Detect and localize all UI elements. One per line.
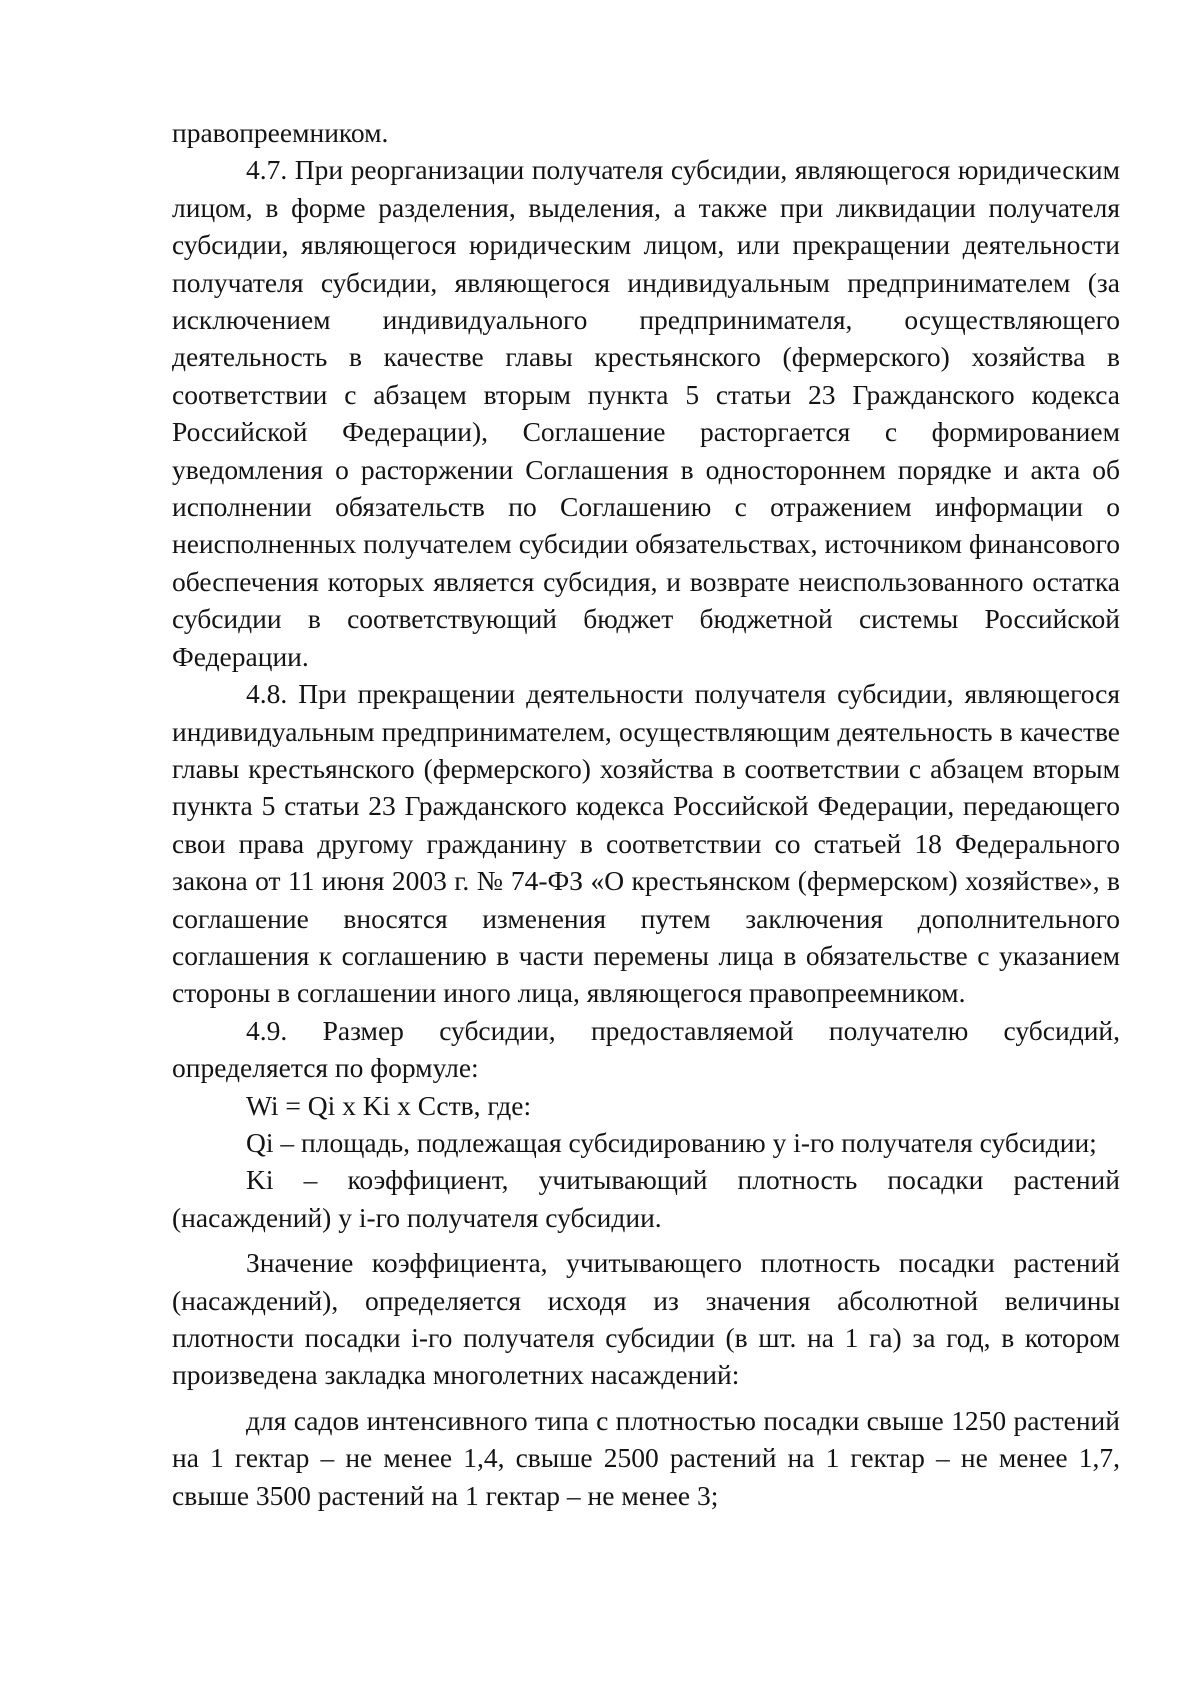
coefficient-value-paragraph: Значение коэффициента, учитывающего плотность посадки растений (насаждений), определяется исходя из значения абсолютной величины плотности посадки i-го получателя субсидии (в шт. на 1 га) за год, в котором произведена закладка многолетних насаждений: xyxy=(172,1247,1120,1391)
intensive-gardens-paragraph: для садов интенсивного типа с плотностью посадки свыше 1250 растений на 1 гектар – не менее 1,4, свыше 2500 растений на 1 гектар – не менее 1,7, свыше 3500 растений на 1 гектар – не менее 3; xyxy=(172,1404,1120,1511)
definition-qi: Qi – площадь, подлежащая субсидированию у i-го получателя субсидии; xyxy=(246,1126,1097,1158)
clause-4-8: 4.8. При прекращении деятельности получателя субсидии, являющегося индивидуальным предпринимателем, осуществляющим деятельность в качестве главы крестьянского (фермерского) хозяйства в соответствии с абзацем вторым пункта 5 статьи 23 Гражданского кодекса Российской Федерации, передающего свои права другому гражданину в соответствии со статьей 18 Федерального закона от 11 июня 2003 г. № 74-ФЗ «О крестьянском (фермерском) хозяйстве», в соглашение вносятся изменения путем заключения дополнительного соглашения к соглашению в части перемены лица в обязательстве с указанием стороны в соглашении иного лица, являющегося правопреемником. xyxy=(172,678,1120,1009)
paragraph-continuation: правопреемником. xyxy=(172,117,389,148)
clause-4-7: 4.7. При реорганизации получателя субсидии, являющегося юридическим лицом, в форме разделения, выделения, а также при ликвидации получателя субсидии, являющегося юридическим лицом, или прекращении деятельности получателя субсидии, являющегося индивидуальным предпринимателем (за исключением индивидуального предпринимателя, осуществляющего деятельность в качестве главы крестьянского (фермерского) хозяйства в соответствии с абзацем вторым пункта 5 статьи 23 Гражданского кодекса Российской Федерации), Соглашение расторгается с формированием уведомления о расторжении Соглашения в одностороннем порядке и акта об исполнении обязательств по Соглашению с отражением информации о неисполненных получателем субсидии обязательствах, источником финансового обеспечения которых является субсидия, и возврате неиспользованного остатка субсидии в соответствующий бюджет бюджетной системы Российской Федерации. xyxy=(172,154,1120,672)
formula-line: Wi = Qi x Ki x Сств, где: xyxy=(246,1089,532,1121)
clause-4-9: 4.9. Размер субсидии, предоставляемой получателю субсидий, определяется по формуле: xyxy=(172,1014,1120,1084)
document-body xyxy=(172,114,1120,1514)
definition-ki: Ki – коэффициент, учитывающий плотность посадки растений (насаждений) у i-го получателя субсидии. xyxy=(172,1164,1120,1233)
